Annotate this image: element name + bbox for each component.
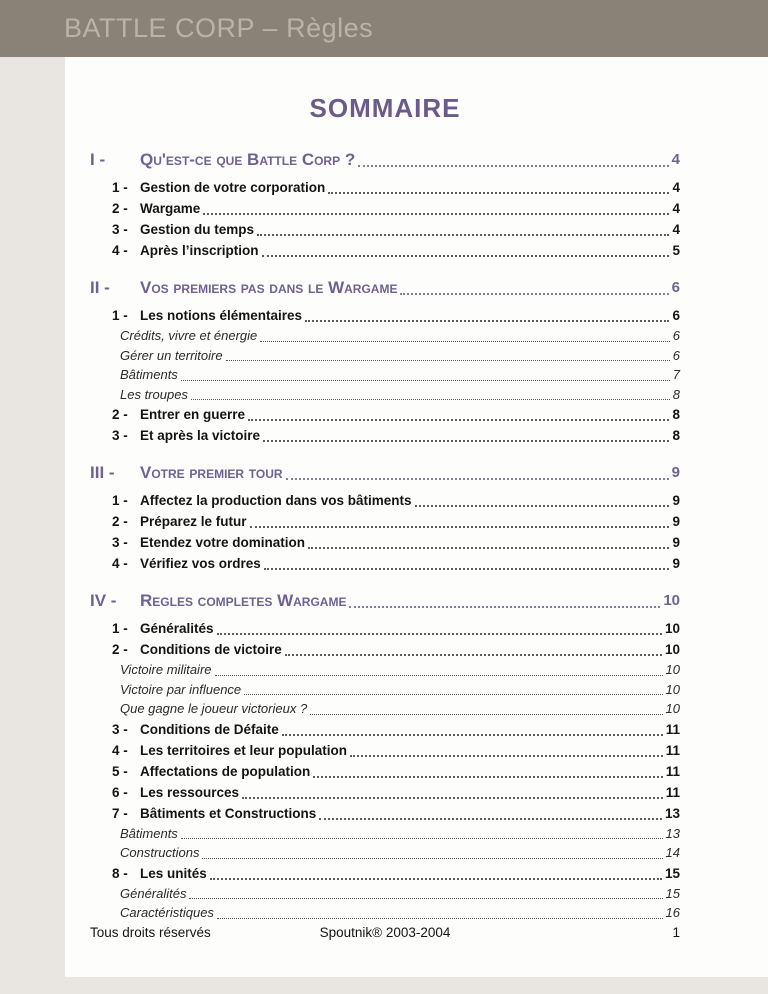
entry-page-number: 4 (672, 201, 680, 216)
entry-number: 8 - (112, 865, 128, 881)
toc-entry-level2 (90, 532, 680, 553)
entry-label: Généralités (140, 621, 214, 636)
entry-number: 2 - (112, 407, 128, 422)
entry-number: 4 - (112, 556, 128, 571)
page (65, 57, 768, 977)
toc-entry-level2 (90, 511, 680, 532)
entry-label: Les territoires et leur population (140, 742, 348, 758)
entry-page-number: 6 (671, 279, 680, 296)
document-header-title: BATTLE CORP – Règles (64, 13, 374, 43)
dot-leader (263, 440, 669, 442)
dot-leader (310, 714, 662, 715)
entry-page-number: 13 (665, 825, 680, 841)
toc-entry-level3 (90, 699, 680, 719)
dot-leader (202, 858, 662, 859)
entry-number: 3 - (112, 535, 128, 550)
toc-entry-level1 (90, 461, 680, 485)
entry-label: Que gagne le joueur victorieux ? (120, 701, 308, 716)
dot-leader (260, 341, 669, 342)
entry-page-number: 9 (672, 493, 680, 508)
footer-publisher: Spoutnik® 2003-2004 (319, 925, 451, 940)
toc-entry-level1 (90, 589, 680, 613)
footer (90, 925, 680, 940)
entry-label: Bâtiments et Constructions (140, 805, 317, 821)
dot-leader (203, 213, 669, 215)
footer-copyright: Tous droits réservés (90, 925, 211, 940)
toc-entry-level2 (90, 219, 680, 240)
entry-page-number: 11 (665, 784, 680, 800)
toc-entry-level3 (90, 365, 680, 385)
entry-label: Généralités (120, 885, 187, 901)
toc-entry-level3 (90, 326, 680, 346)
entry-page-number: 11 (665, 721, 680, 737)
entry-page-number: 8 (672, 407, 680, 422)
toc-entry-level2 (90, 198, 680, 219)
entry-page-number: 15 (664, 865, 680, 881)
toc-section (90, 589, 680, 923)
toc-entry-level2 (90, 803, 680, 824)
entry-page-number: 11 (665, 742, 680, 758)
entry-page-number: 4 (672, 222, 680, 237)
dot-leader (210, 878, 662, 880)
dot-leader (358, 165, 668, 167)
dot-leader (262, 255, 670, 257)
toc-entry-level2 (90, 553, 680, 574)
entry-label: Qu'est-ce que Battle Corp ? (140, 150, 356, 169)
entry-number: 2 - (112, 642, 128, 657)
toc-entry-level2 (90, 305, 680, 326)
entry-number: 1 - (112, 493, 128, 508)
toc-entry-level3 (90, 660, 680, 680)
entry-page-number: 8 (672, 386, 680, 402)
dot-leader (328, 192, 669, 194)
dot-leader (285, 654, 662, 656)
entry-label: Caractéristiques (120, 905, 214, 920)
footer-page-number: 1 (672, 925, 681, 940)
entry-label: Gestion du temps (140, 222, 255, 237)
toc-entry-level3 (90, 385, 680, 405)
entry-label: Etendez votre domination (140, 535, 306, 550)
entry-number: III - (90, 463, 115, 482)
dot-leader (350, 755, 663, 757)
dot-leader (189, 898, 662, 899)
entry-label: Votre premier tour (140, 463, 283, 482)
entry-label: Les unités (140, 865, 207, 881)
entry-page-number: 13 (664, 805, 680, 821)
toc-section (90, 148, 680, 261)
dot-leader (250, 526, 670, 528)
entry-page-number: 4 (672, 180, 680, 195)
toc (90, 148, 680, 923)
entry-label: Les notions élémentaires (140, 308, 303, 323)
entry-label: Vérifiez vos ordres (140, 556, 261, 571)
dot-leader (415, 505, 670, 507)
entry-label: Gestion de votre corporation (140, 180, 326, 195)
entry-page-number: 9 (672, 556, 680, 571)
toc-entry-level2 (90, 782, 680, 803)
toc-entry-level2 (90, 639, 680, 660)
entry-page-number: 7 (672, 367, 680, 382)
toc-entry-level2 (90, 618, 680, 639)
entry-label: Gérer un territoire (120, 347, 223, 363)
dot-leader (257, 234, 669, 236)
entry-number: IV - (90, 591, 117, 610)
toc-entry-level2 (90, 719, 680, 740)
entry-number: 3 - (112, 222, 128, 237)
entry-number: 2 - (112, 514, 128, 529)
entry-number: 5 - (112, 763, 128, 779)
dot-leader (217, 633, 662, 635)
entry-page-number: 9 (672, 514, 680, 529)
entry-label: Préparez le futur (140, 514, 247, 529)
dot-leader (226, 360, 670, 361)
entry-label: Regles completes Wargame (140, 591, 347, 610)
toc-section (90, 461, 680, 574)
entry-page-number: 10 (665, 662, 680, 677)
dot-leader (308, 547, 669, 549)
entry-label: Entrer en guerre (140, 407, 246, 422)
entry-page-number: 9 (671, 464, 680, 481)
dot-leader (264, 568, 670, 570)
entry-label: Bâtiments (120, 825, 178, 841)
entry-label: Conditions de Défaite (140, 721, 279, 737)
dot-leader (181, 838, 663, 839)
entry-label: Constructions (120, 845, 200, 860)
toc-entry-level2 (90, 404, 680, 425)
entry-page-number: 10 (665, 701, 680, 716)
dot-leader (282, 734, 663, 736)
entry-number: 3 - (112, 721, 128, 737)
entry-label: Victoire par influence (120, 681, 242, 697)
entry-page-number: 6 (672, 308, 680, 323)
dot-leader (313, 776, 662, 778)
toc-entry-level3 (90, 824, 680, 844)
toc-entry-level2 (90, 240, 680, 261)
entry-label: Conditions de victoire (140, 642, 282, 657)
toc-entry-level1 (90, 148, 680, 172)
entry-label: Vos premiers pas dans le Wargame (140, 278, 398, 297)
toc-section (90, 276, 680, 446)
entry-page-number: 10 (664, 642, 680, 657)
header-bar (0, 0, 768, 57)
toc-entry-level2 (90, 425, 680, 446)
entry-number: 1 - (112, 621, 128, 636)
entry-page-number: 6 (672, 328, 680, 343)
entry-label: Et après la victoire (140, 428, 261, 443)
dot-leader (217, 918, 663, 919)
entry-label: Wargame (140, 201, 201, 216)
entry-label: Victoire militaire (120, 662, 212, 677)
entry-page-number: 16 (665, 905, 680, 920)
entry-number: 4 - (112, 243, 128, 258)
entry-number: 7 - (112, 805, 128, 821)
entry-label: Les ressources (140, 784, 240, 800)
dot-leader (181, 380, 670, 381)
entry-number: II - (90, 278, 110, 297)
toc-entry-level2 (90, 761, 680, 782)
entry-page-number: 14 (665, 845, 680, 860)
dot-leader (215, 675, 663, 676)
entry-label: Affectations de population (140, 763, 311, 779)
toc-entry-level3 (90, 884, 680, 904)
entry-label: Les troupes (120, 386, 188, 402)
entry-label: Bâtiments (120, 367, 178, 382)
entry-label: Affectez la production dans vos bâtiments (140, 493, 412, 508)
entry-page-number: 11 (665, 763, 680, 779)
dot-leader (248, 419, 669, 421)
dot-leader (242, 797, 663, 799)
dot-leader (349, 606, 660, 608)
entry-number: 4 - (112, 742, 128, 758)
dot-leader (286, 478, 669, 480)
entry-label: Crédits, vivre et énergie (120, 328, 258, 343)
dot-leader (305, 320, 669, 322)
entry-number: 1 - (112, 180, 128, 195)
toc-entry-level3 (90, 680, 680, 700)
dot-leader (319, 818, 662, 820)
entry-number: 3 - (112, 428, 128, 443)
toc-entry-level3 (90, 346, 680, 366)
entry-number: 6 - (112, 784, 128, 800)
entry-page-number: 15 (665, 885, 680, 901)
entry-page-number: 10 (664, 621, 680, 636)
toc-entry-level2 (90, 740, 680, 761)
dot-leader (400, 293, 668, 295)
toc-entry-level3 (90, 843, 680, 863)
toc-entry-level1 (90, 276, 680, 300)
dot-leader (191, 399, 670, 400)
entry-number: 1 - (112, 308, 128, 323)
entry-page-number: 5 (672, 243, 680, 258)
entry-number: 2 - (112, 201, 128, 216)
toc-entry-level2 (90, 177, 680, 198)
entry-page-number: 10 (663, 592, 680, 609)
entry-page-number: 8 (672, 428, 680, 443)
dot-leader (244, 694, 662, 695)
entry-page-number: 6 (672, 347, 680, 363)
entry-page-number: 10 (665, 681, 680, 697)
page-title: SOMMAIRE (309, 93, 461, 123)
entry-number: I - (90, 150, 106, 169)
entry-page-number: 4 (671, 151, 680, 168)
entry-label: Après l’inscription (140, 243, 259, 258)
toc-entry-level3 (90, 903, 680, 923)
toc-entry-level2 (90, 490, 680, 511)
toc-entry-level2 (90, 863, 680, 884)
entry-page-number: 9 (672, 535, 680, 550)
